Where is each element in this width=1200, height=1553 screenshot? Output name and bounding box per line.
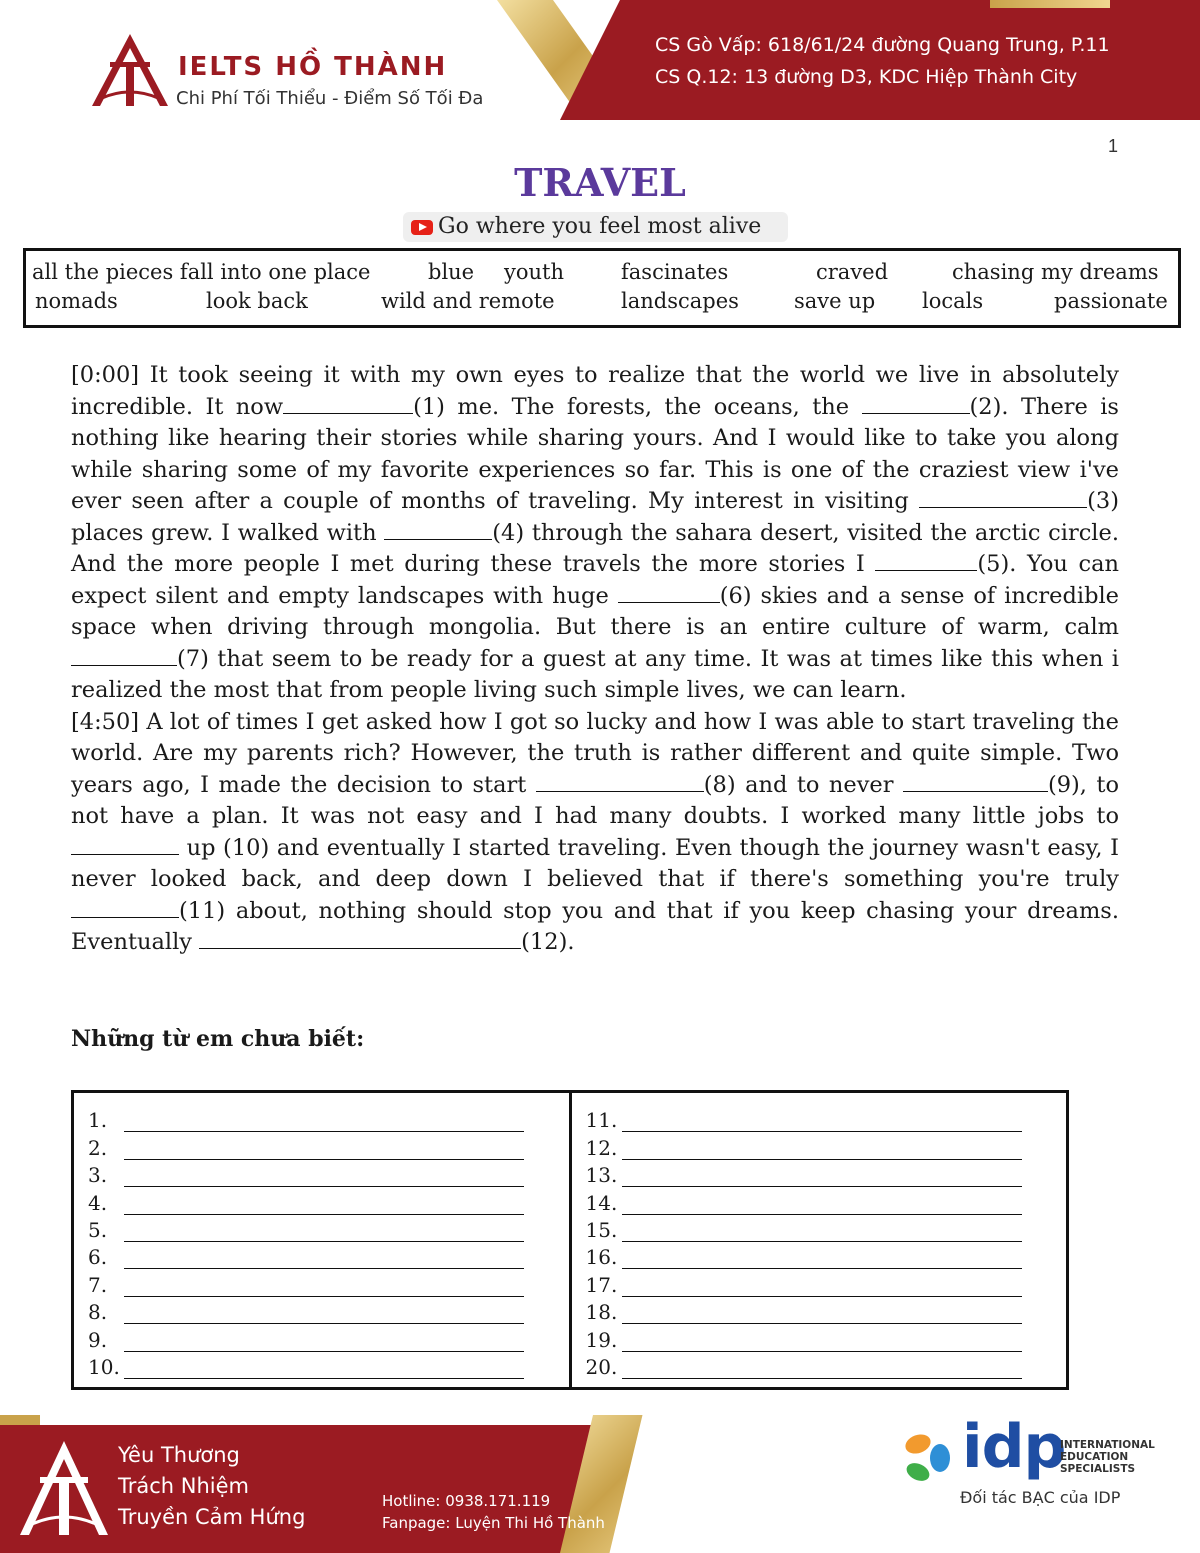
- vocab-number: 17.: [585, 1272, 618, 1297]
- idp-logo-icon: [900, 1428, 960, 1488]
- passage-text: (8) and to never: [703, 771, 903, 798]
- vocab-answer-line[interactable]: [622, 1335, 1022, 1352]
- passage-text: (12).: [521, 929, 575, 955]
- vocab-line: [586, 1215, 1067, 1242]
- vocab-answer-line[interactable]: [622, 1280, 1022, 1297]
- brand-name: IELTS HỒ THÀNH: [178, 52, 448, 82]
- vocab-number: 14.: [585, 1190, 618, 1215]
- vocab-line: [88, 1269, 569, 1296]
- vocab-line: [586, 1105, 1067, 1132]
- passage-text: (5). You can expect silent and empty landscapes with huge: [71, 551, 1119, 609]
- idp-partner-label: Đối tác BẠC của IDP: [960, 1488, 1121, 1507]
- blank-5[interactable]: [875, 550, 977, 571]
- idp-full-name-line: INTERNATIONAL: [1060, 1439, 1155, 1451]
- vocab-number: 9.: [88, 1327, 108, 1352]
- word-bank-item: fascinates: [621, 260, 729, 284]
- idp-full-name: [1060, 1439, 1160, 1475]
- vocab-number: 12.: [585, 1135, 618, 1160]
- footer-slogan-2: Trách Nhiệm: [118, 1474, 250, 1498]
- vocab-answer-line[interactable]: [622, 1252, 1022, 1269]
- word-bank-item: blue: [428, 260, 475, 284]
- vocab-number: 1.: [88, 1108, 108, 1133]
- word-bank-item: craved: [816, 260, 889, 284]
- vocab-answer-line[interactable]: [622, 1307, 1022, 1324]
- vocab-answer-line[interactable]: [124, 1252, 524, 1269]
- vocab-number: 3.: [88, 1163, 108, 1188]
- header-gold-accent: [990, 0, 1110, 8]
- vocab-line: [586, 1242, 1067, 1269]
- vocab-answer-line[interactable]: [124, 1335, 524, 1352]
- passage-text: (7) that seem to be ready for a guest at any time. It was at times like this when i realized the most that from people living such simple lives, we can learn.: [71, 645, 1119, 703]
- vocab-answer-line[interactable]: [124, 1115, 524, 1132]
- vocab-answer-line[interactable]: [124, 1170, 524, 1187]
- blank-11[interactable]: [71, 897, 179, 918]
- idp-logo-text: idp: [962, 1412, 1066, 1482]
- vocab-number: 19.: [585, 1327, 618, 1352]
- passage-text: [0:00] It took seeing it with my own eyes to realize that the world we live in absolutely incredible. It now: [71, 362, 1119, 420]
- vocab-line: [88, 1324, 569, 1351]
- blank-1[interactable]: [283, 393, 413, 414]
- blank-2[interactable]: [862, 393, 970, 414]
- vocab-line: [88, 1242, 569, 1269]
- word-bank-item: nomads: [35, 289, 118, 313]
- vocab-answer-line[interactable]: [124, 1225, 524, 1242]
- vocab-line: [88, 1132, 569, 1159]
- page-title: TRAVEL: [514, 160, 686, 205]
- vocab-answer-line[interactable]: [124, 1198, 524, 1215]
- page-header: [0, 0, 1200, 120]
- address-go-vap: CS Gò Vấp: 618/61/24 đường Quang Trung, P.11: [655, 34, 1110, 56]
- passage-text: up (10) and eventually I started traveling. Even though the journey wasn't easy, I never looked back, and deep down I believed that if there's something you're truly: [71, 834, 1119, 892]
- vocab-number: 11.: [585, 1108, 618, 1133]
- blank-4[interactable]: [384, 519, 492, 540]
- blank-7[interactable]: [71, 645, 177, 666]
- brand-tagline: Chi Phí Tối Thiểu - Điểm Số Tối Đa: [176, 88, 484, 109]
- page-number: 1: [1108, 136, 1119, 156]
- footer-logo-icon: [14, 1437, 114, 1542]
- vocab-answer-line[interactable]: [622, 1170, 1022, 1187]
- vocab-line: [586, 1269, 1067, 1296]
- vocab-answer-line[interactable]: [124, 1143, 524, 1160]
- vocab-line: [88, 1215, 569, 1242]
- vocab-number: 8.: [88, 1300, 108, 1325]
- word-bank-item: look back: [206, 289, 308, 313]
- vocab-number: 5.: [88, 1217, 108, 1242]
- word-bank-item: passionate: [1054, 289, 1168, 313]
- vocab-column-right: [569, 1093, 1067, 1387]
- vocab-number: 4.: [88, 1190, 108, 1215]
- address-q12: CS Q.12: 13 đường D3, KDC Hiệp Thành City: [655, 66, 1078, 88]
- vocab-answer-line[interactable]: [124, 1280, 524, 1297]
- word-bank-item: locals: [922, 289, 984, 313]
- footer-slogan-1: Yêu Thương: [118, 1443, 240, 1467]
- idp-full-name-line: EDUCATION: [1060, 1451, 1129, 1463]
- word-bank-item: youth: [504, 260, 564, 284]
- vocab-line: [88, 1352, 569, 1379]
- passage-text: (11) about, nothing should stop you and that if you keep chasing your dreams. Eventually: [71, 897, 1119, 955]
- vocab-number: 16.: [585, 1245, 618, 1270]
- vocab-line: [88, 1187, 569, 1214]
- blank-6[interactable]: [618, 582, 720, 603]
- word-bank-item: chasing my dreams: [952, 260, 1159, 284]
- unknown-words-table: [71, 1090, 1069, 1390]
- vocab-number: 20.: [585, 1354, 618, 1379]
- vocab-line: [586, 1297, 1067, 1324]
- footer-fanpage: Fanpage: Luyện Thi Hồ Thành: [382, 1514, 605, 1532]
- vocab-number: 18.: [585, 1300, 618, 1325]
- vocab-line: [586, 1324, 1067, 1351]
- passage-paragraph-1: [71, 360, 1119, 707]
- vocab-line: [586, 1132, 1067, 1159]
- vocab-answer-line[interactable]: [622, 1115, 1022, 1132]
- footer-hotline: Hotline: 0938.171.119: [382, 1492, 551, 1510]
- vocab-answer-line[interactable]: [622, 1198, 1022, 1215]
- footer-gold-accent: [0, 1415, 40, 1425]
- video-title-text: Go where you feel most alive: [438, 214, 762, 239]
- passage-paragraph-2: [71, 707, 1119, 959]
- word-bank: [23, 248, 1181, 328]
- vocab-line: [586, 1352, 1067, 1379]
- passage-text: (9), to not have a plan. It was not easy and I had many doubts. I worked many little jobs to: [71, 771, 1120, 829]
- footer-slogan-3: Truyền Cảm Hứng: [118, 1505, 306, 1529]
- video-subtitle: [403, 212, 788, 242]
- vocab-number: 6.: [88, 1245, 108, 1270]
- vocab-number: 2.: [88, 1135, 108, 1160]
- vocab-number: 13.: [585, 1163, 618, 1188]
- vocab-line: [586, 1187, 1067, 1214]
- blank-3[interactable]: [919, 487, 1087, 508]
- word-bank-item: save up: [794, 289, 876, 313]
- blank-10[interactable]: [71, 834, 179, 855]
- gap-fill-passage: [71, 360, 1119, 959]
- passage-text: (3) places grew. I walked with: [71, 488, 1119, 546]
- ielts-ho-thanh-logo-icon: [88, 32, 172, 110]
- vocab-line: [586, 1160, 1067, 1187]
- vocab-answer-line[interactable]: [622, 1362, 1022, 1379]
- vocab-answer-line[interactable]: [124, 1307, 524, 1324]
- vocab-answer-line[interactable]: [124, 1362, 524, 1379]
- passage-text: (6) skies and a sense of incredible space when driving through mongolia. But there is an entire culture of warm, calm: [71, 582, 1119, 640]
- passage-text: (1) me. The forests, the oceans, the: [413, 393, 862, 420]
- vocab-answer-line[interactable]: [622, 1143, 1022, 1160]
- vocab-line: [88, 1105, 569, 1132]
- idp-full-name-line: SPECIALISTS: [1060, 1463, 1136, 1475]
- word-bank-item: all the pieces fall into one place: [32, 260, 371, 284]
- passage-text: (4) through the sahara desert, visited the arctic circle. And the more people I met during these travels the more stories I: [71, 519, 1119, 577]
- blank-9[interactable]: [903, 771, 1048, 792]
- youtube-icon: [411, 220, 433, 235]
- vocab-column-left: [74, 1093, 569, 1387]
- passage-text: (2). There is nothing like hearing their stories while sharing yours. And I would like to take you along while sharing some of my favorite experiences so far. This is one of the craziest view i've ever seen after a couple of months of traveling. My interest in visiting: [71, 393, 1119, 514]
- blank-12[interactable]: [199, 928, 521, 949]
- unknown-words-heading: Những từ em chưa biết:: [71, 1026, 365, 1052]
- vocab-number: 15.: [585, 1217, 618, 1242]
- vocab-number: 7.: [88, 1272, 108, 1297]
- passage-text: [4:50] A lot of times I get asked how I got so lucky and how I was able to start traveling the world. Are my parents rich? However, the truth is rather different and quite simple. Two years ago, I made the decision to start: [71, 708, 1119, 798]
- word-bank-item: wild and remote: [381, 289, 555, 313]
- vocab-number: 10.: [88, 1354, 120, 1379]
- vocab-line: [88, 1160, 569, 1187]
- header-red-band: [560, 0, 1200, 120]
- blank-8[interactable]: [536, 771, 704, 792]
- vocab-line: [88, 1297, 569, 1324]
- word-bank-item: landscapes: [621, 289, 739, 313]
- vocab-answer-line[interactable]: [622, 1225, 1022, 1242]
